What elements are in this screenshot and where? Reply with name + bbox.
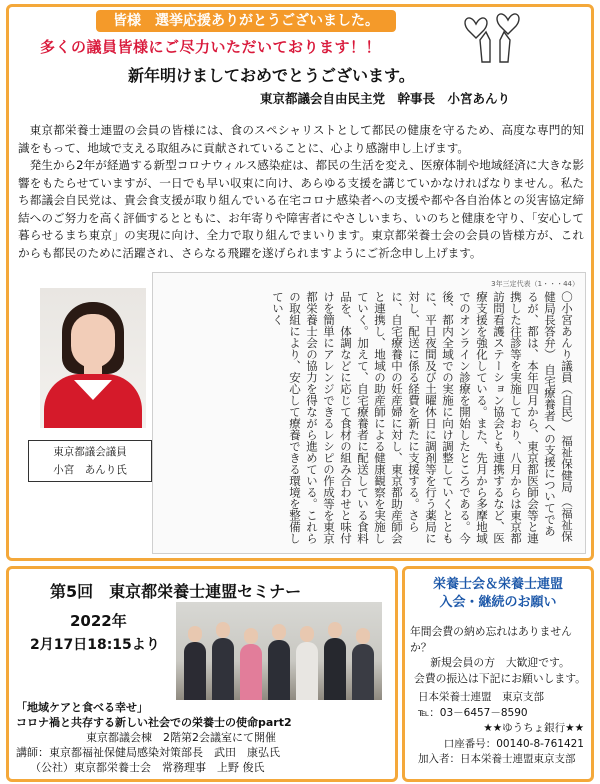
seminar-theme-title: 「地域ケアと食べる幸せ」 (16, 701, 148, 714)
message-paragraph: 東京都栄養士連盟の会員の皆様には、食のスペシャリストとして都民の健康を守るため、高度な専門的知識をもって、地域で支える取組みに貢献されていることに、心より感謝申し上げます。 (18, 123, 584, 155)
assembly-record-scan (152, 272, 586, 554)
message-body (18, 122, 584, 262)
membership-message (410, 624, 590, 686)
caption-name: 小宮 あんり氏 (53, 464, 127, 476)
author-line: 東京都議会自由民主党 幹事長 小宮あんり (260, 91, 511, 106)
membership-title-line: 栄養士会＆栄養士連盟 (432, 577, 563, 592)
membership-line: 年間会費の納め忘れはありませんか？ (410, 625, 572, 654)
seminar-title: 第5回 東京都栄養士連盟セミナー (50, 582, 302, 601)
support-headline: 多くの議員皆様にご尽力いただいております！！ (40, 38, 382, 56)
membership-line: 新規会員の方 大歓迎です。 (430, 656, 570, 669)
cheering-hands-illustration (460, 10, 532, 64)
record-answer: 自宅療養者への支援についてであるが、都は、本年四月から、東京都医師会等と連携した往診等を実施しており、八月からは東京都訪問看護ステーション協会とも連携するなど、医療支援を強化している。また、先月から多摩地域でのオンライン診療を開始したところである。今後、都内全域での実施に向け調整していくとともに、平日夜間及び土曜休日に調剤等を行う薬局に対し、配送に係る経費を新たに支援する。さらに、自宅療養中の妊産婦に対し、東京都助産師会と連携し、地域の助産師による健康観察を実施していく。加えて、自宅療養者に配送している食料品を、体調などに応じて食材の組み合わせと味付けを簡単にアレンジできるレシピの作成等を東京都栄養士会の協力を得ながら進めている。これらの取組により、安心して療養できる環境を整備していく (271, 291, 557, 544)
account-holder: 加入者：日本栄養士連盟東京支部 (418, 753, 576, 765)
message-paragraph: 発生から2年が経過する新型コロナウィルス感染症は、都民の生活を変え、医療体制や地域経済に大きな影響をもたらせていますが、一日でも早い収束に向け、あらゆる支援を講じていかなければなりません。私たち都議会自民党は、貴会食支援が取り組んでいる在宅コロナ感染者への支援や都や各自治体との災害協定締結へのご努力を高く評価するとともに、お年寄りや障害者にやさしいまち、いのちと健康を守り、「安心して暮らせるまち東京」の実現に向け、全力で取り組んでまいります。東京都栄養士会の会員の皆様方が、これからも都民のために活躍され、さらなる飛躍を遂げられますようにご祈念申し上げます。 (18, 158, 584, 260)
membership-line: 会費の振込は下記にお願いします。 (414, 671, 586, 685)
group-photo (176, 602, 382, 700)
phone-number: ℡：03－6457－8590 (418, 706, 528, 719)
seminar-year: 2022年 (70, 612, 127, 630)
seminar-date: 2月17日18:15より (30, 637, 160, 653)
membership-title (406, 576, 590, 612)
vertical-text-block (269, 291, 575, 547)
record-page-ref: 3年三定代表（1・・・44） (491, 280, 579, 288)
portrait-photo (40, 288, 146, 428)
seminar-lecturer: （公社）東京都栄養士会 常務理事 上野 俊氏 (30, 761, 265, 774)
payment-details (418, 690, 592, 768)
record-question: 〇小宮あんり議員（自民） 福祉保健局 (560, 291, 574, 493)
seminar-venue: 東京都議会棟 2階第2会議室にて開催 (86, 731, 276, 744)
new-year-greeting: 新年明けましておめでとうございます。 (128, 66, 415, 85)
seminar-theme-subtitle: コロナ禍と共存する新しい社会での栄養士の使命part2 (16, 716, 292, 729)
caption-title: 東京都議会議員 (53, 446, 127, 458)
thanks-banner: 皆様 選挙応援ありがとうございました。 (96, 10, 396, 32)
account-number: 口座番号：00140-8-761421 (443, 737, 584, 750)
membership-title-line: 入会・継続のお願い (439, 595, 557, 610)
seminar-info (16, 730, 396, 775)
record-answer-head: （福祉保健局長答弁） (543, 291, 574, 542)
bank-name: ★★ゆうちょ銀行★★ (483, 722, 584, 734)
portrait-caption (28, 440, 152, 482)
seminar-theme (16, 700, 386, 730)
seminar-lecturer: 講師：東京都福祉保健局感染対策部長 武田 康弘氏 (16, 746, 280, 759)
org-name: 日本栄養士連盟 東京支部 (418, 691, 544, 703)
